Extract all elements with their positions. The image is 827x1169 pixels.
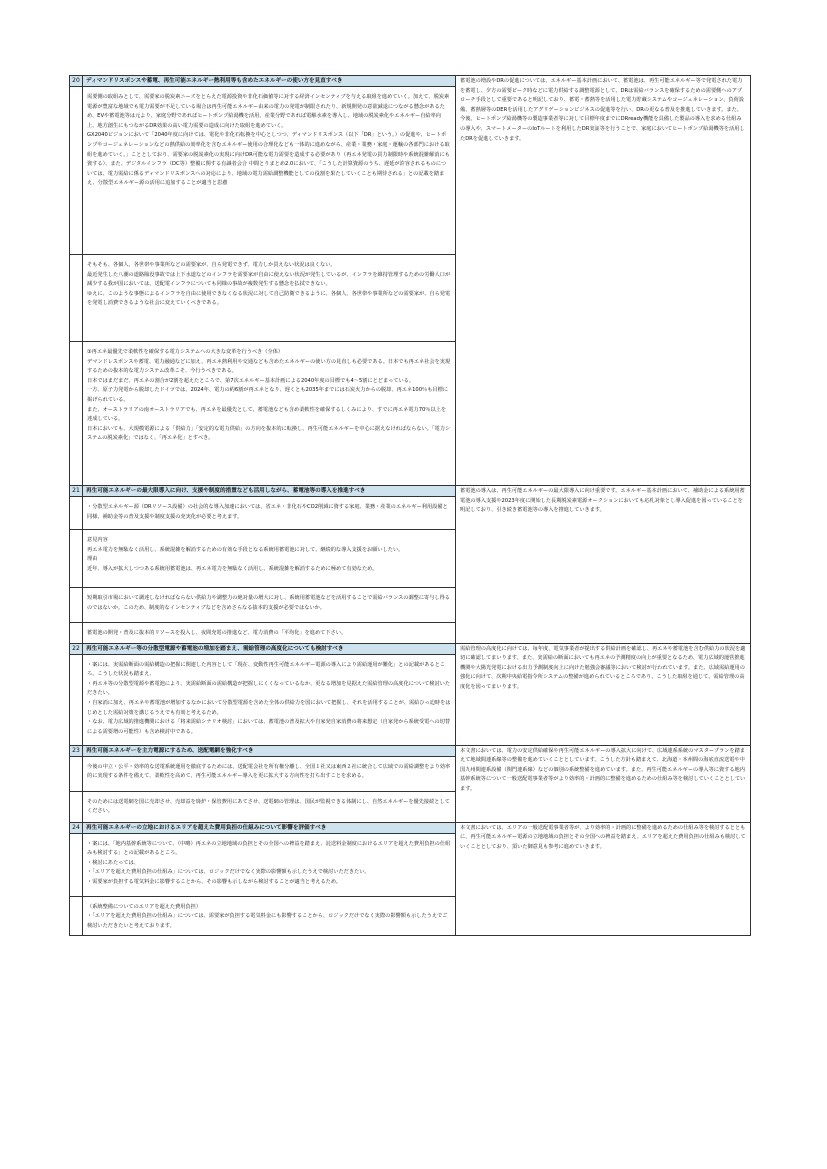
opinion-cell: 需要側の取組みとして、需要家の脱炭素ニーズをとらえた電源投資や非化石価値等に対する経済インセンティブを与える取組を進めていく。加えて、脱炭素電源が豊富な地域でも電力需要が不足している場合は再生可能エネルギー由来の電力の発電が制限されたり、新規開発の意欲減退につながる懸念があるため、EVや蓄電池等は元より、家庭分野であればヒートポンプ給湯機を活用、産業分野であれば電解水素を導入し、地域の脱炭素化やエネルギー自給率向上、地方創生にもつながるDR効果の高い電力需要の造成に向けた取組を進めていく。 GX2040ビジョンにおいて「2040年度に向けては、電化や非化石転換を中心としつつ、ディマンドリスポンス（以下「DR」という。）の促進や、ヒートポンプやコージェネレーションなどの熱供給の効率化を含むエネルギー使用の合理化なども一体的に進めながら、産業・業務・家庭・運輸の各部門における取組を進めていく。」こととしており、需要家の脱炭素化の実現に向けDR可能な電力需要を造成する必要があり（再エネ発電の買力制限時や系統混雑解消にも資する）、また、デジタルインフラ（DC等）整備に関する有識者会合 中間とりまとめ2.0において、「こうした計算資源のうち、遅延が許容されるものについては、電力需給に係るディマンドリスポンスへの対応により、地域の電力需給調整機能としての役割を果たしていくことも期待される」との記載を踏まえ、分散型エネルギー源の活用に追加することが適当と思慮 [83, 87, 456, 255]
section-response: 本文書においては、電力の安定供給確保や再生可能エネルギーの導入拡大に向けて、広域連系系統のマスタープランを踏まえて地域間連系線等の整備を進めていくこととしています。こうした方針も踏まえて、北海道・本州間の海底直流送電や中国九州間連系設備（関門連系線）などの個別の系統整備を進めています。また、再生可能エネルギーの導入等に資する地内基幹系統等について一般送配電事業者等がより効率的・計画的に整備を進めるための仕組み等を検討していくこととしています。 [456, 745, 751, 822]
section-response: 蓄電池の導入は、再生可能エネルギーの最大限導入に向け重要です。エネルギー基本計画において、補助金による系統用蓄電池の導入支援や2023年度に開始した長期脱炭素電源オークションにおいても応札対象とし導入促進を図っていることを明記しており、引き続き蓄電池等の導入を推進していきます。 [456, 486, 751, 644]
section-title: 再生可能エネルギーを主力電源にするため、送配電網を強化すべき [83, 745, 456, 756]
section-header-row [70, 822, 751, 833]
opinion-cell: 意見内容 再エネ電力を無駄なく活用し、系統混雑を解消するための有効な手段となる系統用蓄電池に対して、継続的な導入支援をお願いしたい。 理由 近年、導入が拡大しつつある系統用蓄電池は、再エネ電力を無駄なく活用し、系統混雑を解消するために極めて有効なため。 [83, 530, 456, 588]
opinion-cell: 蓄電池の開発・普及に抜本的リソースを投入し、夜間充電の推進など、電力消費の「平均化」を進めて下さい。 [83, 623, 456, 644]
section-title: 再生可能エネルギーの最大限導入に向け、支援や制度的措置なども活用しながら、蓄電池等の導入を推進すべき [83, 486, 456, 497]
section-response: 蓄電池の増設やDRの促進については、エネルギー基本計画において、蓄電池は、再生可能エネルギー等で発電された電力を蓄電し、夕方の需要ピーク時などに電力供給する調整電源として、DRは需給バランスを確保するための需要側へのアプローチ手段として重要であると明記しており、蓄電・蓄熱等を活用した電力貯蔵システムやコージェネレーション、負荷設備、蓄熱層等のDERを活用したアグリゲーションビジネスの促進等を行い、DRの更なる普及を推進していきます。また、今後、ヒートポンプ給湯機等の製造事業者等に対して目標年度までにDRready機能を具備した製品の導入を求める仕組みの導入や、スマートメーターのIoTルートを利用したDR実証等を行うことで、家庭においてヒートポンプ給湯機等を活用したDRを促進していきます。 [456, 76, 751, 486]
section-response: 本文書においては、エリアの一般送配電事業者等が、より効率的・計画的に整備を進めるための仕組み等を検討するとともに、再生可能エネルギー電源の立地地域の負担とその全国への裨益を踏まえ、エリアを超えた費用負担の仕組みも検討していくこととしており、頂いた御意見も参考に進めていきます。 [456, 822, 751, 936]
opinion-cell: そもそも、各個人、各世帯や事業所などの需要家が、自ら発電できず、電力しか買えない状況は良くない。 最近発生した八潮の道路陥没事故では上下水道などのインフラを需要家が自由に使えない状況が発生しているが、インフラを維持管理するための労働人口が減少する我が国においては、送配電インフラについても同様の事故が複数発生する懸念を払拭できない。 ゆえに、このような事態によるインフラを自由に使用できなくなる状況に対して自己防衛できるように、各個人、各世帯や事業所などの需要家が、自ら発電を発電し消費できるような社会に変えていくべきである。 [83, 255, 456, 342]
section-header-row [70, 745, 751, 756]
opinion-cell: 短期取引市場において調達しなければならない供給力や調整力の絶対量の増大に対し、系統用蓄電池などを活用することで需給バランスの調整に寄与し得るのではないか。このため、制度的なインセンティブなどを含めさらなる抜本的支援が必要ではないか。 [83, 588, 456, 623]
opinion-response-table [69, 75, 751, 936]
opinion-cell: （系統整備についてのエリアを超えた費用負担） ・「エリアを超えた費用負担の仕組み」については、需要家が負担する電気料金にも影響することから、ロジックだけでなく実際の影響額も示したうえでご検討いただきたいと考えております。 [83, 896, 456, 936]
section-title: 再生可能エネルギー等の分散型電源や蓄電池の増加を踏まえ、需給管理の高度化についても検討すべき [83, 643, 456, 654]
opinion-cell: ・案には、実需給断面の需給構造の把握に関連した内容として「現在、変動性再生可能エネルギー電源の導入により需給運用が難化」との記載があるところ。こうした状況も踏まえ、 ・再エネ等の分散型電源や蓄電池により、実需給断面の需給構造が把握しにくくなっているなか、更なる増加を見据えた需給管理の高度化について検討いただきたい。 ・自家消に加え、再エネや蓄電池が増加するなかにおいて分散型電源を含めた全体の供給力を国において把握し、それを活用することが、需給ひっ迫時をはじめとした需給対策を講じるうえでも有効と考えるため。 ・なお、電力広域的推進機関における「将来需給シナリオ検討」においては、蓄電池の普及拡大や自家発自家消費の将来想定（自家発から系統受電への切替による需要増の可能性）も含め検討中である。 [83, 654, 456, 745]
section-number: 24 [70, 822, 83, 833]
opinion-cell: ・案には、「地内基幹系統等について、（中略）再エネの立地地域の負担とその全国への裨益を踏まえ、託送料金制度におけるエリアを超えた費用負担の仕組みも検討する」との記載があるところ。 ・検討にあたっては、 ・「エリアを超えた費用負担の仕組み」については、ロジックだけでなく実際の影響額も示したうえで検討いただきたい。 ・需要家が負担する電気料金に影響することから、その影響も示しながら検討することが適当と考えるため。 [83, 833, 456, 896]
section-response: 需給管理の高度化に向けては、毎年度、電気事業者が提出する供給計画を確認し、再エネや蓄電池を含む供給力の状況を適切に確認してまいります。また、実需給の断面においても再エネの予測精度の向上が重要となるため、電力広域的運営推進機関や大陽光発電における出力予測制度向上に向けた勉強会審議等において検討が行われています。また、広域需給運用の強化に向けて、次期中央給電指令所システムの整備が進められているところであり、こうした取組を通じて、需給管理の高度化を図ってまいります。 [456, 643, 751, 745]
opinion-cell: 今後の中立・公平・効率的な送電系統運用を徹底するためには、送配電会社を所有権分離し、全国１社又は東西２社に統合して広域での需給調整をより効率的に実現する条件を備えて、柔軟性を高めて、再生可能エネルギー導入を更に拡大する方向性を打ち出すことを求める。 [83, 756, 456, 791]
opinion-cell: ③再エネ最優先で柔軟性を確保する電力システムへの大きな変革を行うべき（全体） デマンドレスポンスや蓄電、電力融通などに加え、再エネ熱利用や交通なども含めたエネルギーの使い方の見直しも必要である。日本でも再エネ社会を実現するための抜本的な電力システム改革こそ、今行うべきである。 日本ではまだまだ、再エネの割合が2割を超えたところで、第7次エネルギー基本計画による2040年度の目標でも4〜5割にとどまっている。 一方、原子力発電から脱却したドイツでは、2024年、電力の約6割が再エネとなり、遅くとも2035年までには石炭火力からの脱却、再エネ100％も目標に掲げられている。 また、オーストラリアの南オーストラリアでも、再エネを最優先として、蓄電池なども含め柔軟性を確保するしくみにより、すでに再エネ電力70％以上を達成している。 日本においても、大規模電源による「供給力」「安定的な電力供給」の方向を抜本的に転換し、再生可能エネルギーを中心に据えなければならない。「電力システムの脱炭素化」ではなく、「再エネ化」とすべき。 [83, 342, 456, 486]
section-number: 21 [70, 486, 83, 497]
section-header-row [70, 76, 751, 87]
section-header-row [70, 486, 751, 497]
section-number: 22 [70, 643, 83, 654]
opinion-cell: そのためには送電網を国に売却させ、売却益を廃炉・保管費用にあてさせ、送電網の管理は、国民が監視できる体制にし、自然エネルギーを優先接続としてください。 [83, 791, 456, 822]
section-title: 再生可能エネルギーの立地におけるエリアを超えた費用負担の仕組みについて影響を評価すべき [83, 822, 456, 833]
section-title: ディマンドリスポンスや蓄電、再生可能エネルギー熱利用等も含めたエネルギーの使い方を見直すべき [83, 76, 456, 87]
opinion-cell: ・分散型エネルギー源（DRリソース設備）の社会的な導入加速においては、省エネ・非化石やCO2削減に資する家庭、業務・産業のエネルギー利用設備と同様、補助金等の普及支援や制度支援の充実化が必要と考えます。 [83, 497, 456, 530]
section-number: 20 [70, 76, 83, 87]
section-header-row [70, 643, 751, 654]
section-number: 23 [70, 745, 83, 756]
